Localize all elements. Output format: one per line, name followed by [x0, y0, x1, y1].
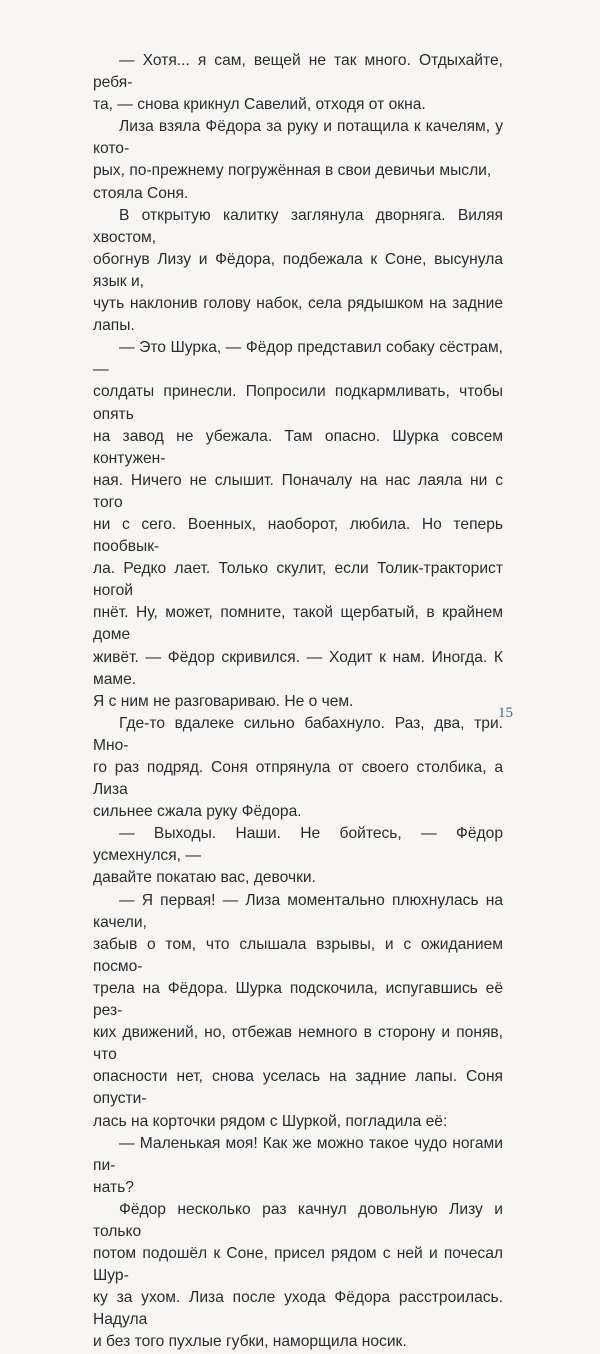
- paragraph: В открытую калитку заглянула дворняга. Виляя хвостом, обогнув Лизу и Фёдора, подбежала к Соне, высунула язык и, чуть наклонив голову набок, села рядышком на задние лапы.: [93, 206, 503, 335]
- paragraph: — Хотя... я сам, вещей не так много. Отдыхайте, ребя- та, — снова крикнул Савелий, отходя от окна.: [93, 52, 503, 114]
- paragraph: — Маленькая моя! Как же можно такое чудо ногами пи- нать?: [93, 1134, 503, 1196]
- paragraph: Лиза взяла Фёдора за руку и потащила к качелям, у кото- рых, по-прежнему погружённая в свои девичьи мысли, стояла Соня.: [93, 118, 503, 202]
- paragraph: Фёдор несколько раз качнул довольную Лизу и только потом подошёл к Соне, присел рядом с ней и почесал Шур- ку за ухом. Лиза после ухода Фёдора расстроилась. Надула и без того пухлые губки, наморщила носик.: [93, 1200, 503, 1351]
- paragraph: — Я первая! — Лиза моментально плюхнулась на качели, забыв о том, что слышала взрывы, и с ожиданием посмо- трела на Фёдора. Шурка подскочила, испугавшись её рез- ких движений, но, отбежав немного в сторону и поняв, что опасности нет, снова уселась на задние лапы. Соня опусти- лась на корточки рядом с Шуркой, погладила её:: [93, 891, 503, 1130]
- body-text: [93, 50, 503, 1354]
- page-number: 15: [498, 705, 513, 721]
- paragraph: — Выходы. Наши. Не бойтесь, — Фёдор усмехнулся, — давайте покатаю вас, девочки.: [93, 825, 503, 887]
- paragraph: Где-то вдалеке сильно бабахнуло. Раз, два, три. Мно- го раз подряд. Соня отпрянула от своего столбика, а Лиза сильнее сжала руку Фёдора.: [93, 714, 503, 821]
- paragraph: — Это Шурка, — Фёдор представил собаку сёстрам, — солдаты принесли. Попросили подкармливать, чтобы опять на завод не убежала. Там опасно. Шурка совсем контужен- ная. Ничего не слышит. Поначалу на нас лаяла ни с того ни с сего. Военных, наоборот, любила. Но теперь пообвык- ла. Редко лает. Только скулит, если Толик-тракторист ногой пнёт. Ну, может, помните, такой щербатый, в крайнем доме живёт. — Фёдор скривился. — Ходит к нам. Иногда. К маме. Я с ним не разговариваю. Не о чем.: [93, 339, 503, 710]
